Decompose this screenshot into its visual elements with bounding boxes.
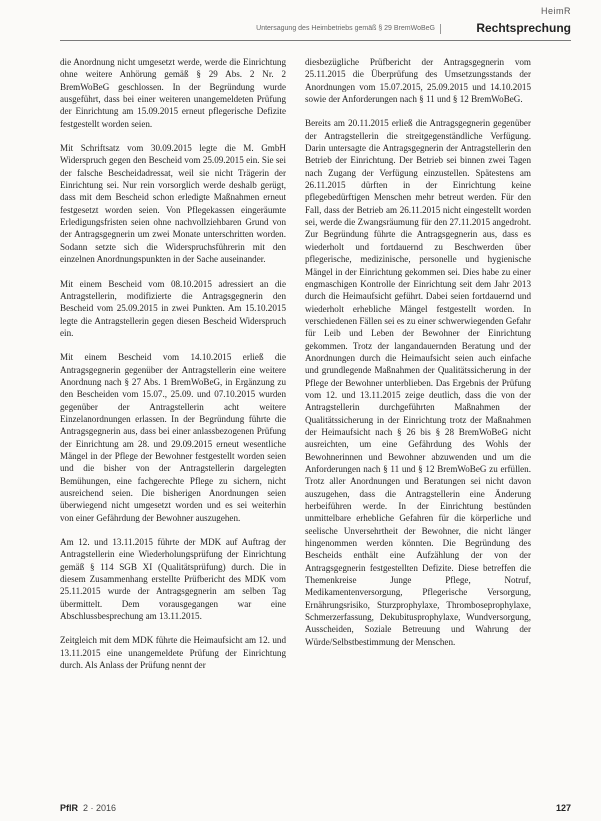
journal-citation	[60, 803, 116, 813]
paragraph: Mit Schriftsatz vom 30.09.2015 legte die M. GmbH Widerspruch gegen den Bescheid vom 25.09.2015 ein. Sie sei der falsche Bescheidadressat, weil sie nicht Trägerin der Einrichtung sei. Nur rein vorsorglich werde deshalb gerügt, dass mit dem Bescheid schon erledigte Maßnahmen erneut festgesetzt worden seien. Von Pflegekassen eingeräumte Erledigungsfristen seien ohne nachvollziehbaren Grund von der Antragsgegnerin um zwei Monate unterschritten worden. Sodann setzte sich die Widerspruchsführerin mit den einzelnen Anordnungspunkten in der Sache auseinander.	[60, 143, 286, 265]
page-header	[30, 21, 571, 37]
left-column	[60, 56, 286, 683]
journal-name: PflR	[60, 803, 78, 813]
section-title: Rechtsprechung	[476, 21, 571, 35]
paragraph: Bereits am 20.11.2015 erließ die Antragsgegnerin gegenüber der Antragstellerin die streitgegenständliche Verfügung. Darin untersagte die Antragsgegnerin der Antragstellerin den Betrieb der Einrichtung. Der Betrieb sei binnen zwei Tagen nach Zugang der Verfügung einzustellen. Spätestens am 26.11.2015 dürften in der Einrichtung keine pflegebedürftigen Menschen mehr betreut werden. Für den Fall, dass der Betrieb am 26.11.2015 nicht eingestellt worden sei, werde die Zwangsräumung für den 27.11.2015 angedroht. Zur Begründung führte die Antragsgegnerin aus, dass es wiederholt und fortdauernd zu Beschwerden über pflegerische, medizinische, personelle und hygienische Mängel in der Einrichtung gekommen sei. Dies habe zu einer engmaschigen Kontrolle der Einrichtung seit dem Jahr 2013 durch die Heimaufsicht geführt. Dabei seien fortdauernd und wiederholt erhebliche Mängel festgestellt worden. In verschiedenen Fällen sei es zu einer schwerwiegenden Gefahr für Leib und Leben der Bewohner der Einrichtung gekommen. Trotz der langandauernden Beratung und der Anordnungen durch die Heimaufsicht seien auch einfache und grundlegende Maßnahmen der Qualitätssicherung in der Pflege der Bewohner unterblieben. Das Ergebnis der Prüfung vom 12. und 13.11.2015 zeige deutlich, dass die von der Antragstellerin durchgeführten Maßnahmen der Qualitätssicherung in der Einrichtung trotz der Maßnahmen der Heimaufsicht nach § 26 bis § 28 BremWoBeG nicht ausreichten, um eine Gefährdung des Wohls der Bewohnerinnen und Bewohner abzuwenden und um die Anforderungen nach § 11 und § 12 BremWoBeG zu erfüllen. Trotz aller Anordnungen und Beratungen sei nicht davon auszugehen, dass die Antragstellerin eine Änderung herbeiführen werde. In der Einrichtung bestünden unmittelbare erhebliche Gefahren für die körperliche und seelische Unversehrtheit der Bewohner, die nicht länger hingenommen werden könnten. Die Begründung des Bescheids enthält eine Aufzählung der von der Antragsgegnerin festgestellten Defizite. Diese betreffen die Themenkreise Junge Pflege, Notruf, Medikamentenversorgung, Pflegerische Versorgung, Ernährungsrisiko, Sturzprophylaxe, Thromboseprophylaxe, Schmerzerfassung, Dekubitusprophylaxe, Wundversorgung, Ausscheiden, Soziale Betreuung und Wahrung der Würde/Selbstbestimmung der Menschen.	[305, 118, 531, 647]
brand-logo: HeimR	[540, 6, 571, 16]
paragraph: die Anordnung nicht umgesetzt werde, werde die Einrichtung ohne weitere Anhörung gemäß § 29 Abs. 2 Nr. 2 BremWoBeG geschlossen. In der Begründung wurde ausgeführt, dass bei einer weiteren unangemeldeten Prüfung der Einrichtung am 15.09.2015 erneut pflegerische Defizite festgestellt worden seien.	[60, 57, 286, 129]
page-number: 127	[555, 803, 571, 813]
page-footer	[60, 799, 571, 813]
paragraph: Mit einem Bescheid vom 08.10.2015 adressiert an die Antragstellerin, modifizierte die Antragsgegnerin den Bescheid vom 25.09.2015 in zwei Punkten. Am 15.10.2015 legte die Antragstellerin gegen diesen Bescheid Widerspruch ein.	[60, 278, 286, 338]
header-rule	[60, 40, 571, 41]
paragraph: Zeitgleich mit dem MDK führte die Heimaufsicht am 12. und 13.11.2015 eine unangemeldete Prüfung der Einrichtung durch. Als Anlass der Prüfung nennt der	[60, 635, 286, 671]
right-column	[305, 56, 531, 660]
issue-number: 2 · 2016	[83, 803, 117, 813]
running-head: Untersagung des Heimbetriebs gemäß § 29 BremWoBeG	[256, 25, 435, 32]
paragraph: diesbezügliche Prüfbericht der Antragsgegnerin vom 25.11.2015 die Überprüfung des Umsetzungsstands der Anordnungen vom 15.07.2015, 25.09.2015 und 14.10.2015 sowie der Anforderungen nach § 11 und § 12 BremWoBeG.	[305, 57, 531, 105]
header-divider	[440, 24, 441, 34]
paragraph: Am 12. und 13.11.2015 führte der MDK auf Auftrag der Antragstellerin eine Wiederholungsprüfung der Einrichtung gemäß § 114 SGB XI (Qualitätsprüfung) durch. Die in diesem Zusammenhang erstellte Prüfbericht des MDK vom 25.11.2015 wurde der Antragsgegnerin am selben Tag übermittelt. Dem vorausgegangen war eine Abschlussbesprechung am 13.11.2015.	[60, 537, 286, 622]
paragraph: Mit einem Bescheid vom 14.10.2015 erließ die Antragsgegnerin gegenüber der Antragstellerin eine weitere Anordnung nach § 27 Abs. 1 BremWoBeG, in Ergänzung zu den Bescheiden vom 15.07., 25.09. und 07.10.2015 wurden gegenüber der Antragstellerin acht weitere Einzelanordnungen erlassen. In der Begründung führte die Antragsgegnerin aus, dass bei einer anlassbezogenen Prüfung der Einrichtung am 28. und 29.09.2015 erneut wesentliche Mängel in der Pflege der Bewohner festgestellt worden seien und die bisher von der Antragstellerin dargelegten Bemühungen, eine fachgerechte Pflege zu sichern, nicht ausreichend seien. Die bisherigen Anordnungen seien überwiegend nicht umgesetzt worden und es sei weiterhin von einer Gefährdung der Bewohner auszugehen.	[60, 352, 286, 523]
